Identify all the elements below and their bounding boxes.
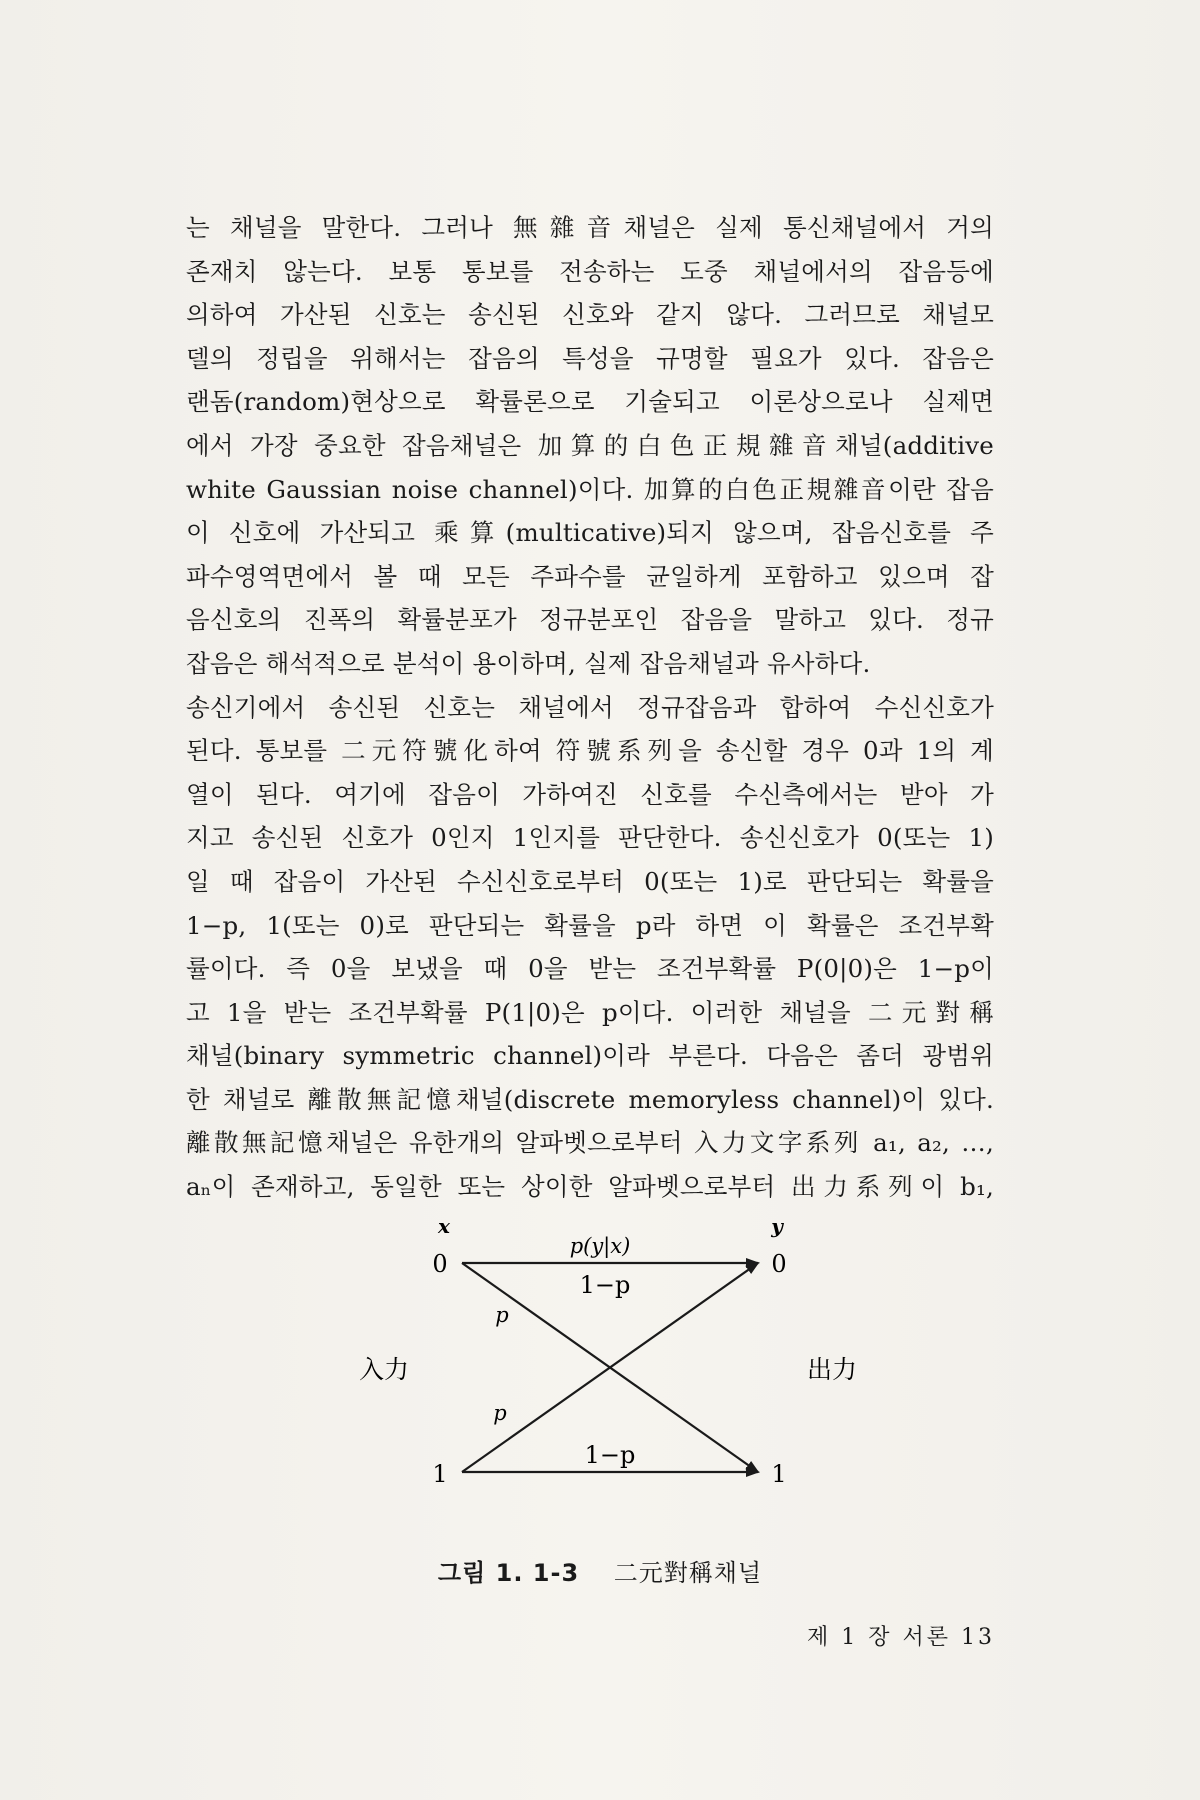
input-node-1: 1: [432, 1460, 448, 1488]
output-node-1: 1: [771, 1460, 787, 1488]
text-line: 음신호의 진폭의 확률분포가 정규분포인 잡음을 말하고 있다. 정규: [186, 605, 994, 635]
text-line: 지고 송신된 신호가 0인지 1인지를 판단한다. 송신신호가 0(또는 1): [186, 823, 994, 853]
text-line: white Gaussian noise channel)이다. 加算的白色正規雜音이란 잡음: [186, 474, 994, 504]
text-line: 는 채널을 말한다. 그러나 無雜音채널은 실제 통신채널에서 거의: [186, 213, 994, 242]
bsc-diagram: [0, 1200, 1200, 1560]
input-side-label: 入力: [358, 1355, 410, 1384]
text-line: 델의 정립을 위해서는 잡음의 특성을 규명할 필요가 있다. 잡음은: [186, 343, 994, 373]
text-line: 고 1을 받는 조건부확률 P(1|0)은 p이다. 이러한 채널을 二元對稱: [186, 997, 994, 1027]
bsc-diagram-svg: [0, 1200, 1200, 1560]
text-line: 한 채널로 離散無記憶채널(discrete memoryless channel)이 있다.: [186, 1084, 994, 1114]
bottom-edge-probability: 1−p: [584, 1441, 636, 1469]
text-line: 이 신호에 가산되고 乘算(multicative)되지 않으며, 잡음신호를 주: [186, 518, 994, 548]
text-line: 의하여 가산된 신호는 송신된 신호와 같지 않다. 그러므로 채널모: [186, 300, 994, 330]
text-line: 채널(binary symmetric channel)이라 부른다. 다음은 좀더 광범위: [186, 1041, 994, 1071]
text-line: 1−p, 1(또는 0)로 판단되는 확률을 p라 하면 이 확률은 조건부확: [186, 910, 994, 940]
text-line: 열이 된다. 여기에 잡음이 가하여진 신호를 수신측에서는 받아 가: [186, 779, 994, 809]
text-line: 일 때 잡음이 가산된 수신신호로부터 0(또는 1)로 판단되는 확률을: [186, 866, 994, 896]
text-line: 에서 가장 중요한 잡음채널은 加算的白色正規雜音채널(additive: [186, 430, 994, 460]
text-line: aₙ이 존재하고, 동일한 또는 상이한 알파벳으로부터 出力系列이 b₁,: [186, 1172, 994, 1202]
figure-caption: [0, 1553, 1200, 1588]
text-line: 송신기에서 송신된 신호는 채널에서 정규잡음과 합하여 수신신호가: [186, 692, 994, 722]
input-variable-label: x: [438, 1214, 450, 1238]
figure-number: 그림 1. 1-3: [437, 1559, 580, 1587]
text-line: 랜돔(random)현상으로 확률론으로 기술되고 이론상으로나 실제면: [186, 387, 994, 417]
top-edge-probability: 1−p: [579, 1271, 631, 1299]
body-text: [186, 206, 994, 1209]
text-line: 률이다. 즉 0을 보냈을 때 0을 받는 조건부확률 P(0|0)은 1−p이: [186, 954, 994, 984]
text-line: 파수영역면에서 볼 때 모든 주파수를 균일하게 포함하고 있으며 잡: [186, 561, 994, 591]
transition-probability-label: p(y|x): [569, 1234, 631, 1258]
text-line: 離散無記憶채널은 유한개의 알파벳으로부터 入力文字系列 a₁, a₂, …,: [186, 1128, 994, 1158]
crossover-upper-probability: p: [495, 1303, 509, 1327]
running-footer: 제 1 장 서론 13: [807, 1625, 995, 1650]
text-line: 된다. 통보를 二元符號化하여 符號系列을 송신할 경우 0과 1의 계: [186, 736, 994, 766]
text-line: 존재치 않는다. 보통 통보를 전송하는 도중 채널에서의 잡음등에: [186, 256, 994, 286]
crossover-lower-probability: p: [493, 1401, 507, 1425]
output-node-0: 0: [771, 1250, 787, 1278]
output-side-label: 出力: [806, 1355, 858, 1384]
output-variable-label: y: [771, 1214, 783, 1238]
text-line: 잡음은 해석적으로 분석이 용이하며, 실제 잡음채널과 유사하다.: [186, 648, 871, 678]
figure-title: 二元對稱채널: [613, 1559, 763, 1587]
input-node-0: 0: [432, 1250, 448, 1278]
